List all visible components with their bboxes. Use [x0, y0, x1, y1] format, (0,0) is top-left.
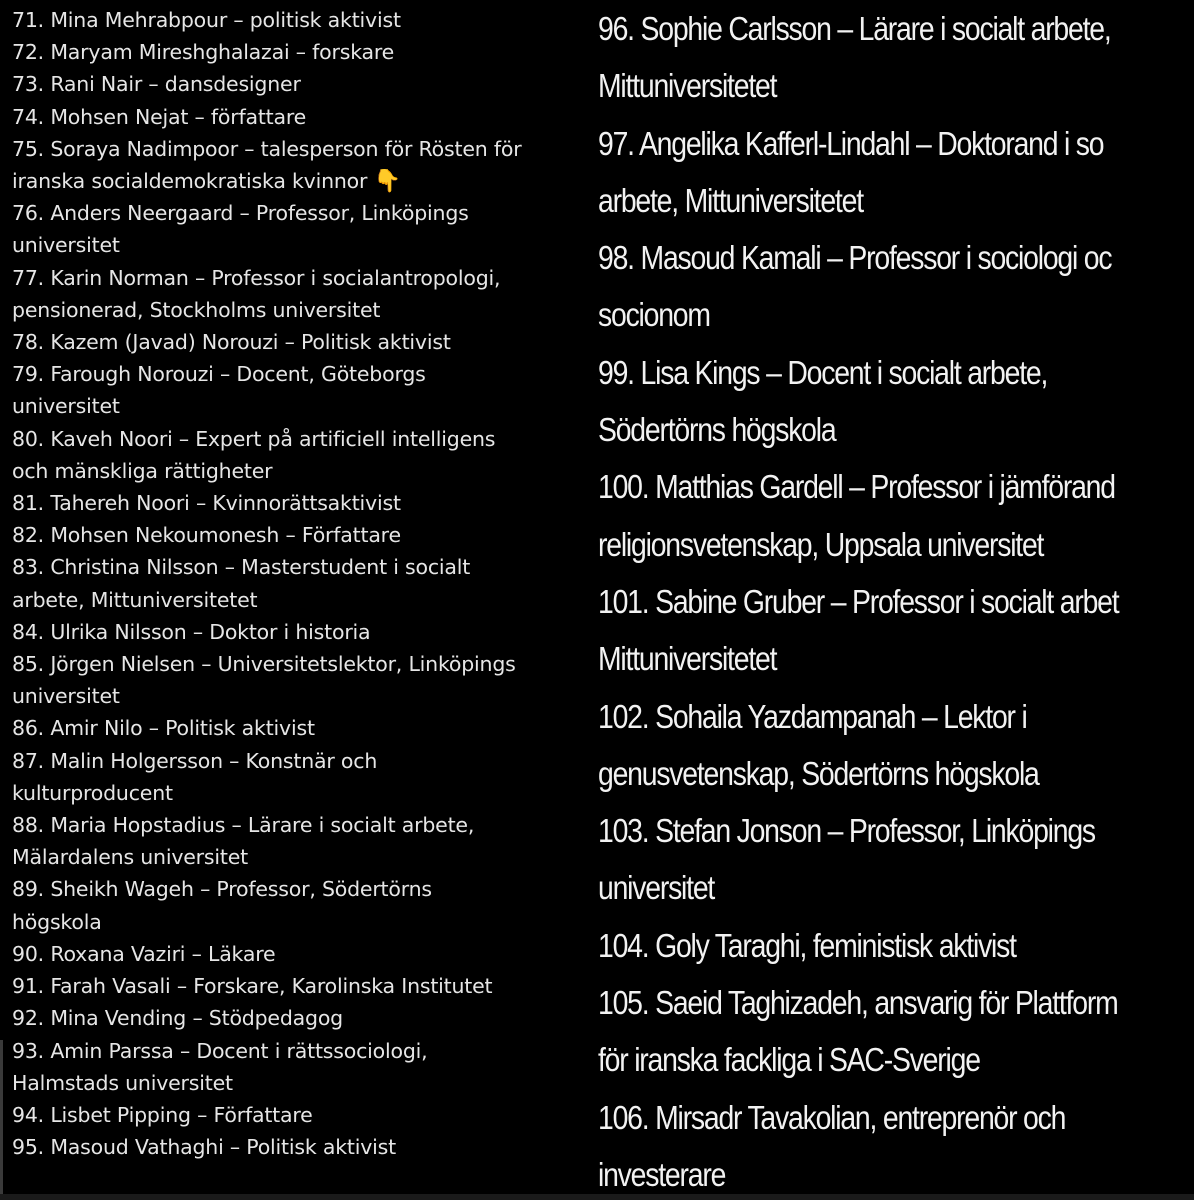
list-item — [598, 802, 1194, 917]
list-item-text-continued: högskola — [12, 909, 102, 934]
list-item-text: 71. Mina Mehrabpour – politisk aktivist — [12, 8, 401, 32]
list-item-text: 92. Mina Vending – Stödpedagog — [12, 1006, 343, 1031]
list-item-text: 102. Sohaila Yazdampanah – Lektor i — [598, 697, 1027, 735]
list-item — [598, 1089, 1194, 1200]
list-item — [12, 809, 582, 873]
list-item-text-continued: socionom — [598, 296, 710, 334]
list-item-text-continued: iranska socialdemokratiska kvinnor — [12, 169, 368, 194]
list-item-text-continued: arbete, Mittuniversitetet — [598, 181, 863, 219]
list-item — [12, 1035, 582, 1099]
list-item-text: 104. Goly Taraghi, feministisk aktivist — [598, 926, 1016, 964]
list-item — [12, 133, 582, 197]
list-item-text: 106. Mirsadr Tavakolian, entreprenör och — [598, 1098, 1066, 1136]
list-item — [12, 197, 582, 261]
left-name-list — [12, 4, 582, 1163]
list-item-text: 74. Mohsen Nejat – författare — [12, 104, 307, 129]
list-item-text: 88. Maria Hopstadius – Lärare i socialt arbete, — [12, 813, 475, 838]
list-item-text: 82. Mohsen Nekoumonesh – Författare — [12, 523, 401, 548]
list-item-text: 76. Anders Neergaard – Professor, Linköpings — [12, 201, 469, 226]
list-item-text: 91. Farah Vasali – Forskare, Karolinska Institutet — [12, 974, 493, 999]
list-item-text: 84. Ulrika Nilsson – Doktor i historia — [12, 619, 371, 644]
list-item — [12, 648, 582, 712]
list-item-text: 85. Jörgen Nielsen – Universitetslektor, Linköpings — [12, 652, 516, 677]
list-item — [12, 36, 582, 68]
list-item-text: 78. Kazem (Javad) Norouzi – Politisk aktivist — [12, 330, 451, 355]
list-item-text-continued: investerare — [598, 1155, 726, 1193]
list-item — [598, 688, 1194, 803]
list-item — [598, 115, 1194, 230]
list-item — [12, 68, 582, 100]
list-item-text: 86. Amir Nilo – Politisk aktivist — [12, 716, 315, 741]
list-item-text: 73. Rani Nair – dansdesigner — [12, 72, 301, 97]
list-item — [598, 458, 1194, 573]
list-item-text-continued: religionsvetenskap, Uppsala universitet — [598, 525, 1044, 563]
list-item — [598, 573, 1194, 688]
list-item-text-continued: universitet — [598, 869, 715, 907]
list-item-text: 77. Karin Norman – Professor i socialantropologi, — [12, 265, 501, 290]
list-item — [598, 0, 1194, 115]
right-name-list — [598, 0, 1119, 1200]
list-item-text: 75. Soraya Nadimpoor – talesperson för Rösten för — [12, 136, 522, 161]
list-item-text-continued: universitet — [12, 394, 120, 419]
list-item-text: 81. Tahereh Noori – Kvinnorättsaktivist — [12, 491, 401, 516]
list-item — [12, 326, 582, 358]
list-item-text: 96. Sophie Carlsson – Lärare i socialt arbete, — [598, 10, 1111, 47]
list-item — [12, 616, 582, 648]
list-item-text: 105. Saeid Taghizadeh, ansvarig för Plattform — [598, 984, 1118, 1022]
list-item-text: 98. Masoud Kamali – Professor i sociologi oc — [598, 239, 1112, 277]
list-item-text: 94. Lisbet Pipping – Författare — [12, 1102, 313, 1127]
list-item — [12, 4, 582, 36]
list-item-text: 80. Kaveh Noori – Expert på artificiell intelligens — [12, 426, 496, 451]
list-item-text-continued: Södertörns högskola — [598, 411, 836, 449]
list-item — [598, 344, 1194, 459]
list-item — [12, 1002, 582, 1034]
list-item — [598, 974, 1194, 1089]
list-item — [12, 712, 582, 744]
list-item-text: 72. Maryam Mireshghalazai – forskare — [12, 40, 395, 65]
list-item — [12, 970, 582, 1002]
list-item — [12, 1131, 582, 1163]
list-item-text: 90. Roxana Vaziri – Läkare — [12, 941, 276, 966]
list-item-text-continued: genusvetenskap, Södertörns högskola — [598, 754, 1039, 792]
list-item-text-continued: universitet — [12, 233, 120, 258]
list-item-text: 101. Sabine Gruber – Professor i socialt arbet — [598, 582, 1119, 620]
list-item — [12, 551, 582, 615]
list-item-text: 95. Masoud Vathaghi – Politisk aktivist — [12, 1135, 396, 1160]
list-item — [12, 873, 582, 937]
list-item-text-continued: kulturproducent — [12, 780, 173, 805]
list-item — [12, 938, 582, 970]
list-item-text-continued: och mänskliga rättigheter — [12, 458, 273, 483]
list-item — [12, 519, 582, 551]
list-item-text: 100. Matthias Gardell – Professor i jämförand — [598, 468, 1115, 506]
list-item — [12, 262, 582, 326]
list-item-text: 89. Sheikh Wageh – Professor, Södertörns — [12, 877, 432, 902]
list-item — [598, 917, 1194, 974]
list-item-text: 83. Christina Nilsson – Masterstudent i socialt — [12, 555, 471, 580]
list-item — [598, 229, 1194, 344]
list-item-text-continued: arbete, Mittuniversitetet — [12, 587, 258, 612]
list-item-text: 99. Lisa Kings – Docent i socialt arbete, — [598, 353, 1048, 391]
list-item — [12, 101, 582, 133]
list-item-text: 93. Amin Parssa – Docent i rättssociologi, — [12, 1038, 428, 1063]
list-item-text: 103. Stefan Jonson – Professor, Linköpings — [598, 812, 1095, 850]
list-item-text: 97. Angelika Kafferl-Lindahl – Doktorand i so — [598, 124, 1104, 162]
list-item — [12, 487, 582, 519]
list-item-text-continued: för iranska fackliga i SAC-Sverige — [598, 1041, 980, 1079]
list-item-text-continued: universitet — [12, 684, 120, 709]
left-edge-divider — [0, 1040, 3, 1200]
pointing-down-emoji-icon: 👇 — [373, 169, 401, 195]
list-item-text-continued: Mittuniversitetet — [598, 67, 777, 105]
list-item-text: 79. Farough Norouzi – Docent, Göteborgs — [12, 362, 426, 387]
list-item-text-continued: Mälardalens universitet — [12, 845, 248, 870]
list-item-text-continued: Mittuniversitetet — [598, 640, 777, 678]
list-item — [12, 745, 582, 809]
list-item — [12, 1099, 582, 1131]
list-item-text: 87. Malin Holgersson – Konstnär och — [12, 748, 378, 773]
list-item-text-continued: pensionerad, Stockholms universitet — [12, 297, 381, 322]
list-item — [12, 358, 582, 422]
list-item-text-continued: Halmstads universitet — [12, 1070, 233, 1095]
list-item — [12, 423, 582, 487]
right-column-clip — [590, 0, 1194, 1200]
bottom-edge-bar — [0, 1194, 1194, 1200]
